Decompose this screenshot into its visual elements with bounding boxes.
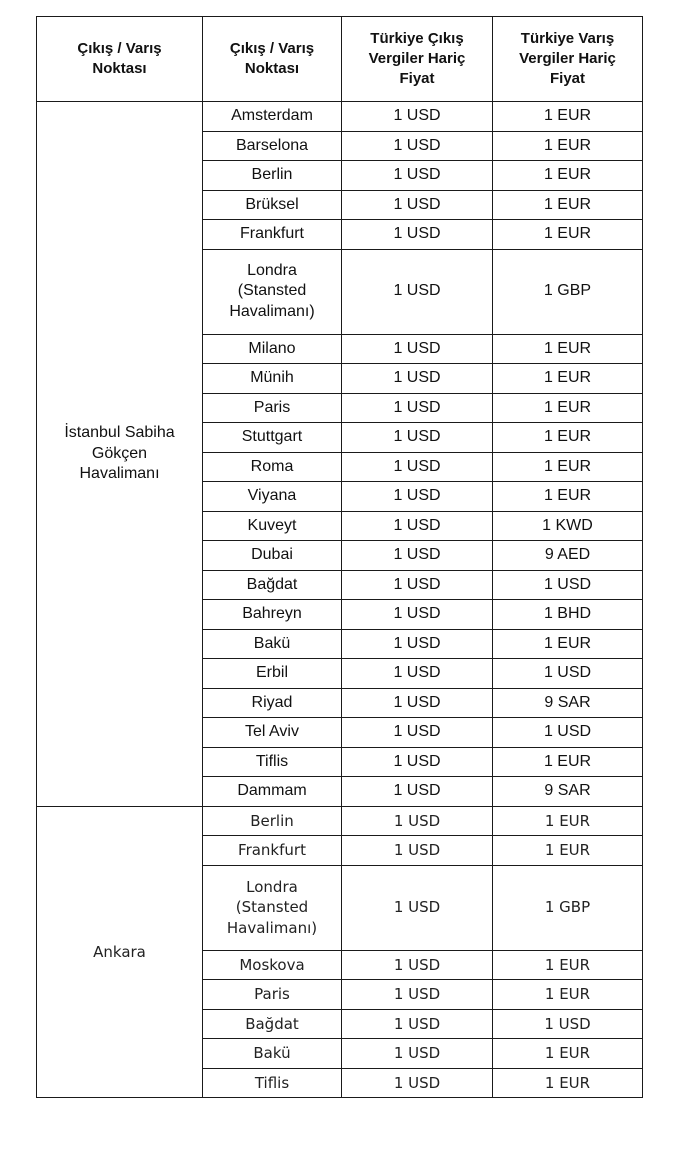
arrival-price-cell: 1 EUR <box>493 1068 643 1098</box>
departure-price-cell: 1 USD <box>342 718 493 748</box>
destination-cell <box>203 482 342 512</box>
header-departure-price: Türkiye Çıkış Vergiler Hariç Fiyat <box>342 17 493 102</box>
destination-cell <box>203 777 342 807</box>
departure-price-cell: 1 USD <box>342 190 493 220</box>
departure-price-cell: 1 USD <box>342 865 493 950</box>
destination-label: Tiflis <box>255 752 289 770</box>
departure-price-cell: 1 USD <box>342 334 493 364</box>
arrival-price-cell: 1 EUR <box>493 950 643 980</box>
destination-label: Dubai <box>251 546 293 563</box>
arrival-price-cell: 1 BHD <box>493 600 643 630</box>
arrival-price-cell: 1 EUR <box>493 334 643 364</box>
destination-cell <box>203 718 342 748</box>
destination-cell <box>203 541 342 571</box>
origin-cell <box>37 806 203 1098</box>
destination-cell <box>203 161 342 191</box>
destination-cell <box>203 688 342 718</box>
arrival-price-cell: 1 EUR <box>493 364 643 394</box>
departure-price-cell: 1 USD <box>342 249 493 334</box>
destination-cell <box>203 600 342 630</box>
destination-cell <box>203 836 342 866</box>
destination-label: Bakü <box>253 1044 291 1062</box>
destination-label: Londra <box>247 261 297 279</box>
destination-cell <box>203 452 342 482</box>
departure-price-cell: 1 USD <box>342 1039 493 1069</box>
arrival-price-cell: 9 SAR <box>493 688 643 718</box>
arrival-price-cell: 1 EUR <box>493 980 643 1010</box>
origin-label: Gökçen <box>91 444 148 462</box>
fare-table <box>36 16 643 1098</box>
destination-label: Dammam <box>237 782 307 799</box>
departure-price-cell: 1 USD <box>342 629 493 659</box>
destination-cell <box>203 980 342 1010</box>
destination-cell <box>203 393 342 423</box>
destination-cell <box>203 131 342 161</box>
destination-cell <box>203 1039 342 1069</box>
departure-price-cell: 1 USD <box>342 452 493 482</box>
destination-cell <box>203 423 342 453</box>
destination-label: Havalimanı) <box>226 918 318 937</box>
departure-price-cell: 1 USD <box>342 423 493 453</box>
origin-label: Ankara <box>93 942 146 961</box>
departure-price-cell: 1 USD <box>342 980 493 1010</box>
arrival-price-cell: 1 EUR <box>493 102 643 132</box>
departure-price-cell: 1 USD <box>342 688 493 718</box>
destination-label: Stuttgart <box>241 428 303 445</box>
arrival-price-cell: 9 SAR <box>493 777 643 807</box>
header-row <box>37 17 643 102</box>
destination-label: Bağdat <box>245 1014 299 1033</box>
destination-cell <box>203 334 342 364</box>
destination-label: Bahreyn <box>242 605 302 622</box>
departure-price-cell: 1 USD <box>342 777 493 807</box>
arrival-price-cell: 1 USD <box>493 718 643 748</box>
arrival-price-cell: 1 EUR <box>493 1039 643 1069</box>
destination-cell <box>203 511 342 541</box>
destination-label: Milano <box>248 339 296 357</box>
arrival-price-cell: 1 EUR <box>493 836 643 866</box>
origin-cell <box>37 102 203 807</box>
arrival-price-cell: 1 USD <box>493 570 643 600</box>
arrival-price-cell: 1 EUR <box>493 220 643 250</box>
departure-price-cell: 1 USD <box>342 131 493 161</box>
arrival-price-cell: 1 USD <box>493 659 643 689</box>
departure-price-cell: 1 USD <box>342 806 493 836</box>
destination-cell <box>203 102 342 132</box>
table-row <box>37 102 643 132</box>
destination-label: Barselona <box>235 136 309 154</box>
departure-price-cell: 1 USD <box>342 220 493 250</box>
arrival-price-cell: 1 GBP <box>493 249 643 334</box>
destination-label: Brüksel <box>245 195 299 213</box>
arrival-price-cell: 1 EUR <box>493 161 643 191</box>
destination-label: Havalimanı) <box>229 302 315 320</box>
destination-label: Kuveyt <box>247 516 297 534</box>
destination-label: Moskova <box>239 955 305 974</box>
departure-price-cell: 1 USD <box>342 541 493 571</box>
destination-label: Erbil <box>255 664 288 681</box>
destination-label: Bakü <box>253 634 291 652</box>
departure-price-cell: 1 USD <box>342 950 493 980</box>
arrival-price-cell: 1 EUR <box>493 629 643 659</box>
arrival-price-cell: 1 EUR <box>493 131 643 161</box>
arrival-price-cell: 1 EUR <box>493 482 643 512</box>
fare-table-container <box>36 16 642 1098</box>
arrival-price-cell: 1 EUR <box>493 806 643 836</box>
destination-label: Riyad <box>251 693 293 711</box>
destination-label: Tiflis <box>254 1073 290 1092</box>
destination-cell <box>203 659 342 689</box>
destination-cell <box>203 747 342 777</box>
destination-label: Berlin <box>250 811 294 830</box>
destination-label: Frankfurt <box>238 841 306 859</box>
departure-price-cell: 1 USD <box>342 600 493 630</box>
departure-price-cell: 1 USD <box>342 161 493 191</box>
arrival-price-cell: 1 EUR <box>493 190 643 220</box>
departure-price-cell: 1 USD <box>342 570 493 600</box>
destination-cell <box>203 806 342 836</box>
destination-cell <box>203 950 342 980</box>
destination-cell <box>203 249 342 334</box>
departure-price-cell: 1 USD <box>342 482 493 512</box>
destination-cell <box>203 1009 342 1039</box>
header-origin: Çıkış / Varış Noktası <box>37 17 203 102</box>
departure-price-cell: 1 USD <box>342 1009 493 1039</box>
departure-price-cell: 1 USD <box>342 364 493 394</box>
arrival-price-cell: 1 EUR <box>493 747 643 777</box>
destination-cell <box>203 220 342 250</box>
arrival-price-cell: 1 GBP <box>493 865 643 950</box>
destination-label: Paris <box>254 985 290 1003</box>
destination-label: Münih <box>250 369 294 386</box>
destination-label: Paris <box>253 398 291 416</box>
departure-price-cell: 1 USD <box>342 511 493 541</box>
destination-label: Frankfurt <box>239 225 304 242</box>
destination-label: Roma <box>250 457 294 475</box>
header-arrival-price: Türkiye Varış Vergiler Hariç Fiyat <box>493 17 643 102</box>
destination-cell <box>203 865 342 950</box>
destination-label: (Stansted <box>237 282 307 300</box>
arrival-price-cell: 1 USD <box>493 1009 643 1039</box>
destination-label: Amsterdam <box>231 107 313 124</box>
destination-cell <box>203 570 342 600</box>
arrival-price-cell: 1 EUR <box>493 452 643 482</box>
departure-price-cell: 1 USD <box>342 747 493 777</box>
destination-label: Londra <box>246 877 298 896</box>
departure-price-cell: 1 USD <box>342 1068 493 1098</box>
destination-label: Tel Aviv <box>245 723 299 740</box>
arrival-price-cell: 1 KWD <box>493 511 643 541</box>
arrival-price-cell: 1 EUR <box>493 393 643 423</box>
destination-cell <box>203 629 342 659</box>
destination-label: Viyana <box>247 487 297 504</box>
departure-price-cell: 1 USD <box>342 659 493 689</box>
destination-cell <box>203 364 342 394</box>
destination-label: Berlin <box>251 166 293 183</box>
header-destination: Çıkış / Varış Noktası <box>203 17 342 102</box>
destination-label: Bağdat <box>246 575 298 593</box>
table-body <box>37 102 643 1098</box>
destination-cell <box>203 1068 342 1098</box>
destination-cell <box>203 190 342 220</box>
arrival-price-cell: 9 AED <box>493 541 643 571</box>
table-header <box>37 17 643 102</box>
table-row <box>37 806 643 836</box>
departure-price-cell: 1 USD <box>342 836 493 866</box>
arrival-price-cell: 1 EUR <box>493 423 643 453</box>
departure-price-cell: 1 USD <box>342 102 493 132</box>
destination-label: (Stansted <box>235 898 309 917</box>
departure-price-cell: 1 USD <box>342 393 493 423</box>
origin-label: Havalimanı <box>79 465 160 482</box>
origin-label: İstanbul Sabiha <box>64 424 175 441</box>
